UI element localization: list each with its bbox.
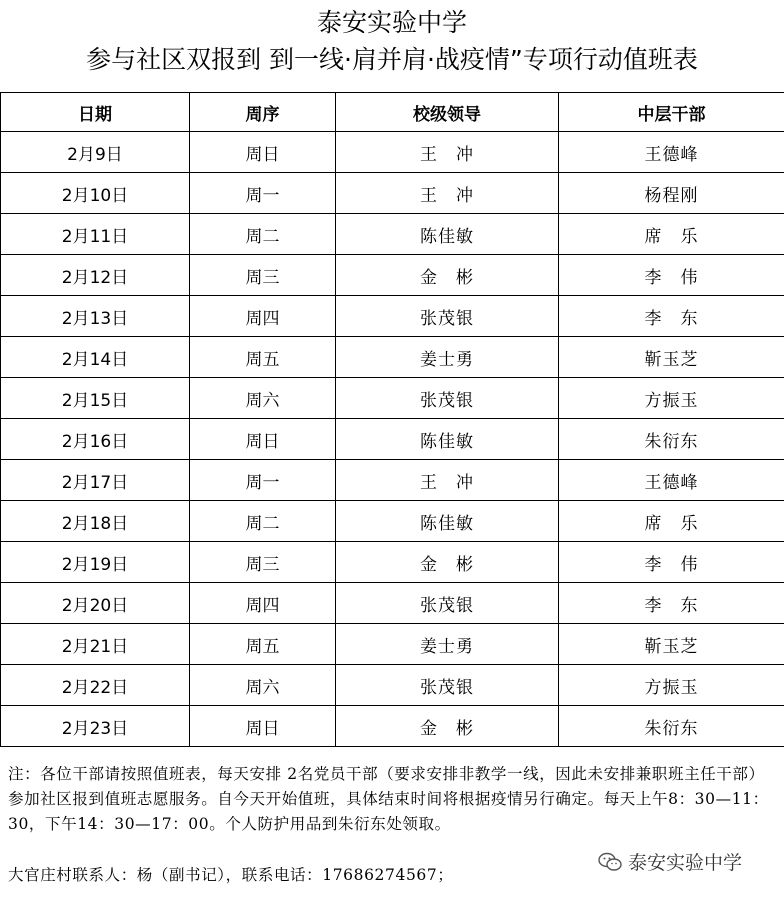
cell-middle-cadre: 王德峰: [559, 132, 784, 173]
table-row: [1, 624, 784, 665]
table-header-row: [1, 93, 784, 132]
wechat-icon: [598, 852, 622, 872]
table-row: [1, 706, 784, 747]
table-row: [1, 132, 784, 173]
cell-weekday: 周一: [190, 173, 336, 214]
cell-school-leader: 张茂银: [336, 665, 559, 706]
table-row: [1, 296, 784, 337]
cell-weekday: 周日: [190, 419, 336, 460]
cell-school-leader: 陈佳敏: [336, 419, 559, 460]
cell-date: 2月10日: [1, 173, 190, 214]
cell-school-leader: 王 冲: [336, 173, 559, 214]
cell-weekday: 周日: [190, 132, 336, 173]
table-row: [1, 214, 784, 255]
cell-middle-cadre: 朱衍东: [559, 419, 784, 460]
cell-school-leader: 姜士勇: [336, 337, 559, 378]
cell-weekday: 周二: [190, 501, 336, 542]
column-header-middle-cadre: 中层干部: [559, 93, 784, 132]
cell-weekday: 周六: [190, 665, 336, 706]
cell-middle-cadre: 靳玉芝: [559, 624, 784, 665]
watermark-label: 泰安实验中学: [628, 852, 743, 874]
cell-date: 2月18日: [1, 501, 190, 542]
cell-date: 2月22日: [1, 665, 190, 706]
cell-date: 2月11日: [1, 214, 190, 255]
cell-school-leader: 金 彬: [336, 706, 559, 747]
cell-school-leader: 金 彬: [336, 255, 559, 296]
cell-weekday: 周三: [190, 542, 336, 583]
cell-date: 2月21日: [1, 624, 190, 665]
cell-school-leader: 张茂银: [336, 378, 559, 419]
cell-middle-cadre: 李 东: [559, 296, 784, 337]
school-title: 泰安实验中学: [316, 8, 467, 37]
cell-middle-cadre: 席 乐: [559, 501, 784, 542]
table-row: [1, 665, 784, 706]
cell-middle-cadre: 李 伟: [559, 255, 784, 296]
duty-note: 注：各位干部请按照值班表，每天安排 2名党员干部（要求安排非教学一线，因此未安排兼职班主任干部）参加社区报到值班志愿服务。自今天开始值班，具体结束时间将根据疫情另行确定。每天上午8：30—11：30，下午14：30—17：00。个人防护用品到朱衍东处领取。: [8, 765, 769, 833]
cell-school-leader: 张茂银: [336, 583, 559, 624]
cell-school-leader: 王 冲: [336, 460, 559, 501]
table-row: [1, 460, 784, 501]
cell-school-leader: 姜士勇: [336, 624, 559, 665]
cell-weekday: 周四: [190, 296, 336, 337]
column-header-weekday: 周序: [190, 93, 336, 132]
cell-middle-cadre: 杨程刚: [559, 173, 784, 214]
table-row: [1, 419, 784, 460]
cell-date: 2月20日: [1, 583, 190, 624]
column-header-date: 日期: [1, 93, 190, 132]
duty-table: [0, 92, 784, 747]
cell-weekday: 周一: [190, 460, 336, 501]
column-header-school-leader: 校级领导: [336, 93, 559, 132]
cell-school-leader: 王 冲: [336, 132, 559, 173]
cell-date: 2月15日: [1, 378, 190, 419]
cell-middle-cadre: 王德峰: [559, 460, 784, 501]
cell-weekday: 周五: [190, 624, 336, 665]
cell-date: 2月16日: [1, 419, 190, 460]
table-row: [1, 337, 784, 378]
cell-weekday: 周二: [190, 214, 336, 255]
cell-weekday: 周五: [190, 337, 336, 378]
cell-middle-cadre: 方振玉: [559, 665, 784, 706]
cell-date: 2月9日: [1, 132, 190, 173]
schedule-title: 参与社区双报到 到一线·肩并肩·战疫情”专项行动值班表: [86, 45, 698, 74]
cell-date: 2月17日: [1, 460, 190, 501]
cell-date: 2月14日: [1, 337, 190, 378]
cell-middle-cadre: 朱衍东: [559, 706, 784, 747]
cell-middle-cadre: 靳玉芝: [559, 337, 784, 378]
cell-date: 2月19日: [1, 542, 190, 583]
cell-middle-cadre: 李 伟: [559, 542, 784, 583]
cell-middle-cadre: 李 东: [559, 583, 784, 624]
table-row: [1, 542, 784, 583]
cell-middle-cadre: 席 乐: [559, 214, 784, 255]
cell-school-leader: 陈佳敏: [336, 501, 559, 542]
table-row: [1, 255, 784, 296]
cell-date: 2月23日: [1, 706, 190, 747]
cell-school-leader: 张茂银: [336, 296, 559, 337]
cell-school-leader: 金 彬: [336, 542, 559, 583]
cell-date: 2月12日: [1, 255, 190, 296]
table-row: [1, 501, 784, 542]
cell-school-leader: 陈佳敏: [336, 214, 559, 255]
cell-middle-cadre: 方振玉: [559, 378, 784, 419]
cell-date: 2月13日: [1, 296, 190, 337]
village-contact: 大官庄村联系人：杨（副书记），联系电话：17686274567；: [8, 866, 454, 884]
table-row: [1, 173, 784, 214]
table-row: [1, 583, 784, 624]
cell-weekday: 周四: [190, 583, 336, 624]
cell-weekday: 周六: [190, 378, 336, 419]
cell-weekday: 周日: [190, 706, 336, 747]
account-watermark: [598, 848, 742, 875]
duty-table-body: [1, 132, 784, 747]
cell-weekday: 周三: [190, 255, 336, 296]
table-row: [1, 378, 784, 419]
